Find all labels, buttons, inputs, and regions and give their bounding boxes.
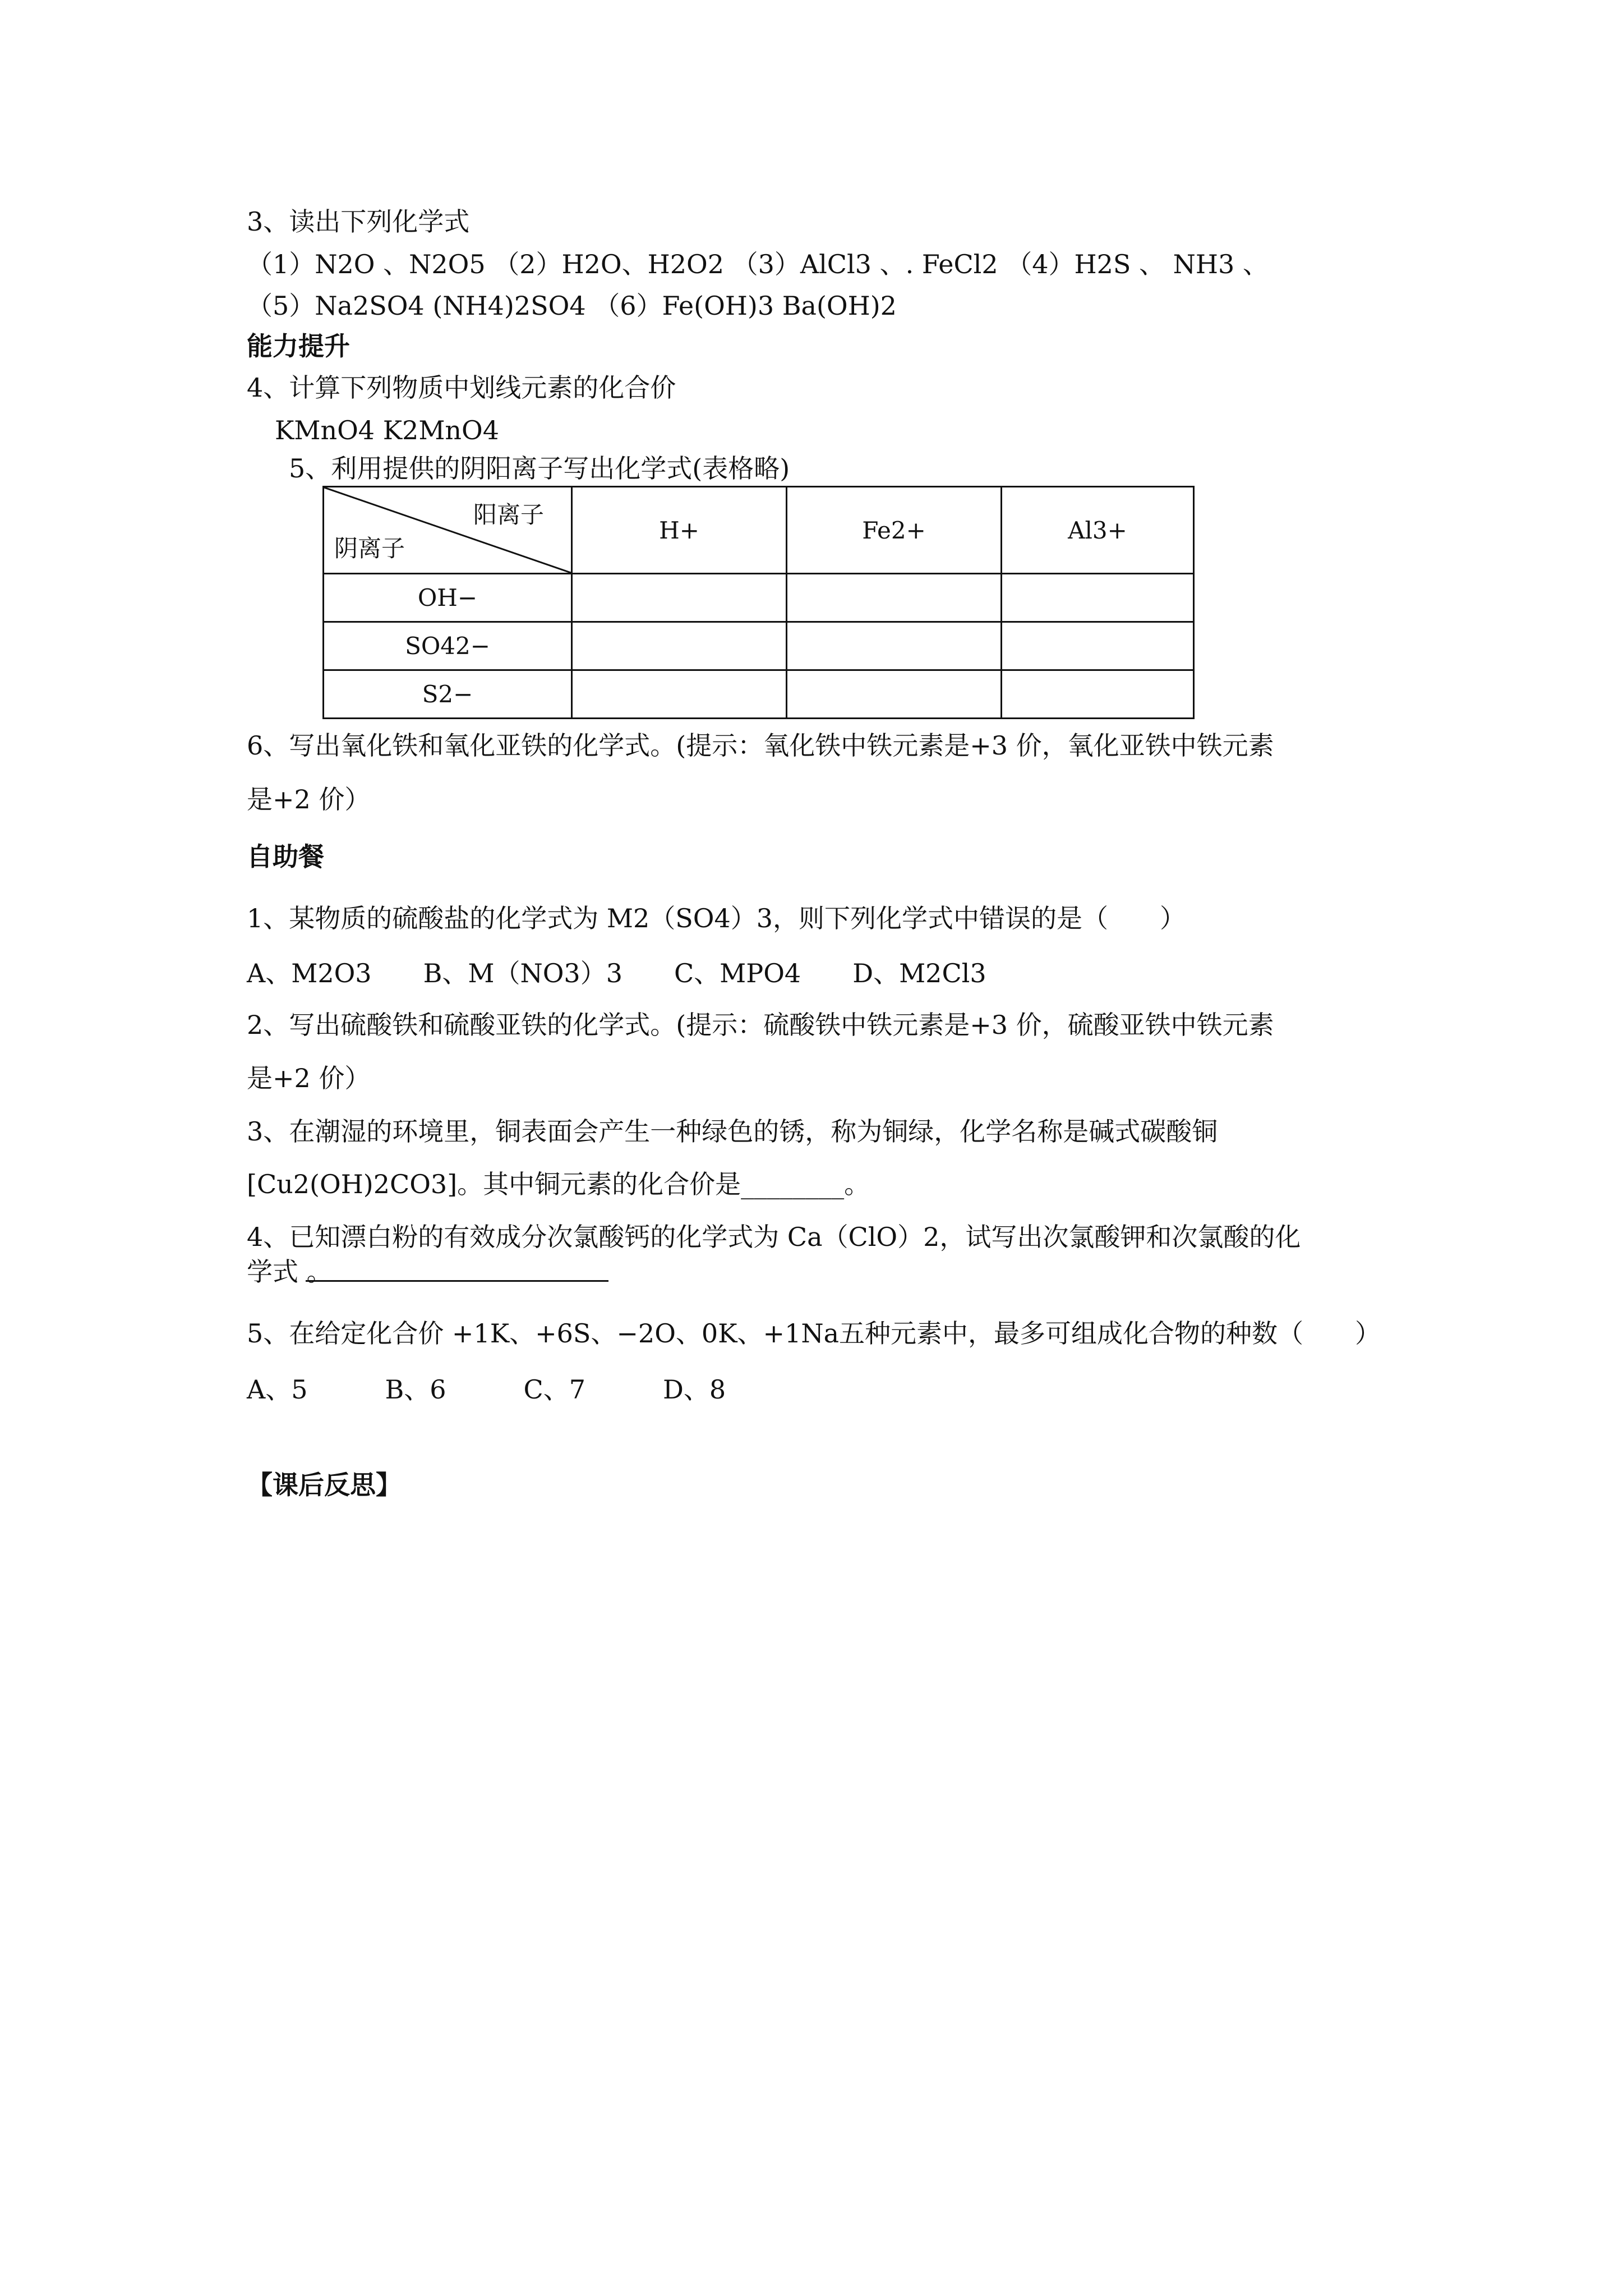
cation-header: Al3+: [1002, 487, 1194, 574]
q6-line1: 6、写出氧化铁和氧化亚铁的化学式。(提示：氧化铁中铁元素是+3 价，氧化亚铁中铁元素: [247, 730, 1274, 761]
q6-line2: 是+2 价）: [247, 784, 371, 815]
q3-row1: （1）N2O 、N2O5 （2）H2O、H2O2 （3）AlCl3 、. FeCl2 （4）H2S 、 NH3 、: [247, 249, 1269, 279]
table-corner-cell: [324, 487, 571, 573]
table-cell: [787, 670, 1002, 719]
cation-header: Fe2+: [787, 487, 1002, 574]
b5-question: 5、在给定化合价 +1K、+6S、−2O、0K、+1Na五种元素中，最多可组成化合物的种数（ ）: [247, 1318, 1381, 1349]
section-reflection: 【课后反思】: [247, 1470, 402, 1500]
table-cell: [572, 574, 787, 622]
q4-formulas: KMnO4 K2MnO4: [275, 415, 500, 445]
anion-header: SO42−: [324, 622, 572, 670]
b3-line1: 3、在潮湿的环境里，铜表面会产生一种绿色的锈，称为铜绿，化学名称是碱式碳酸铜: [247, 1116, 1218, 1147]
cation-header: H+: [572, 487, 787, 574]
table-cell: [787, 574, 1002, 622]
b1-options: A、M2O3 B、M（NO3）3 C、MPO4 D、M2Cl3: [247, 958, 986, 988]
section-ability: 能力提升: [247, 331, 350, 361]
table-cell: [1002, 574, 1194, 622]
b5-options: A、5 B、6 C、7 D、8: [247, 1374, 726, 1405]
q5-title: 5、利用提供的阴阳离子写出化学式(表格略): [289, 453, 790, 484]
table-cell: [572, 670, 787, 719]
b2-line2: 是+2 价）: [247, 1063, 371, 1093]
b1-question: 1、某物质的硫酸盐的化学式为 M2（SO4）3，则下列化学式中错误的是（ ）: [247, 903, 1186, 933]
ion-table: [322, 486, 1195, 719]
q3-title: 3、读出下列化学式: [247, 206, 470, 237]
corner-cation-label: 阳离子: [473, 501, 544, 528]
b4-line1: 4、已知漂白粉的有效成分次氯酸钙的化学式为 Ca（ClO）2，试写出次氯酸钾和次氯酸的化: [247, 1222, 1301, 1252]
b2-line1: 2、写出硫酸铁和硫酸亚铁的化学式。(提示：硫酸铁中铁元素是+3 价，硫酸亚铁中铁元素: [247, 1010, 1274, 1040]
b3-line2: [Cu2(OH)2CO3]。其中铜元素的化合价是________。: [247, 1169, 870, 1199]
table-cell: [1002, 670, 1194, 719]
q4-title: 4、计算下列物质中划线元素的化合价: [247, 372, 676, 403]
table-cell: [787, 622, 1002, 670]
q3-row2: （5）Na2SO4 (NH4)2SO4 （6）Fe(OH)3 Ba(OH)2: [247, 291, 897, 321]
table-cell: [572, 622, 787, 670]
section-buffet: 自助餐: [247, 841, 324, 872]
answer-underline: [306, 1280, 608, 1282]
table-cell: [1002, 622, 1194, 670]
b4-line2: 学式 。: [247, 1257, 333, 1287]
anion-header: OH−: [324, 574, 572, 622]
corner-anion-label: 阴离子: [334, 535, 405, 562]
anion-header: S2−: [324, 670, 572, 719]
